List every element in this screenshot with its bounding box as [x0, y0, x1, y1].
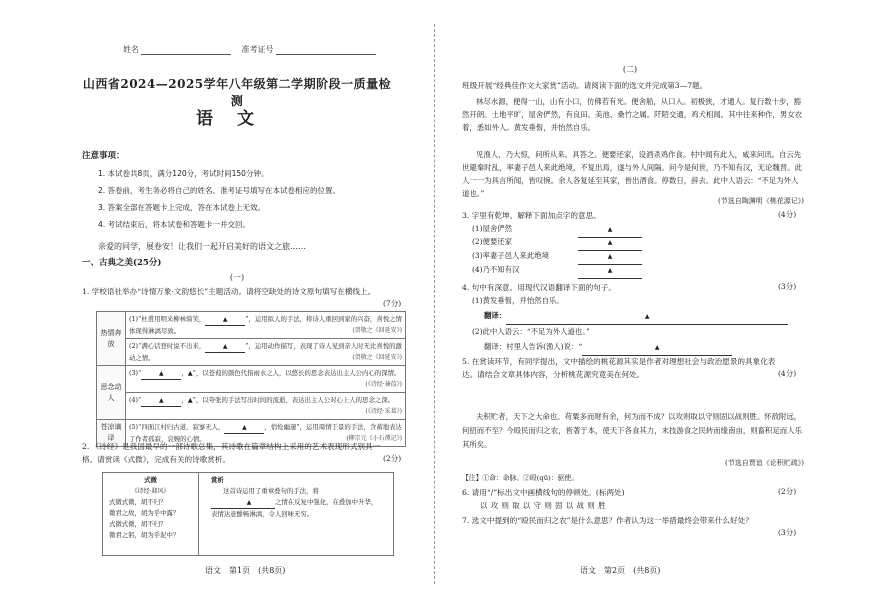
passage-paragraph: 林尽水源，便得一山，山有小口，仿佛若有光。便舍船，从口入。初极狭，才通人。复行数十步，豁然开朗。土地平旷，屋舍俨然，有良田、美池、桑竹之属。阡陌交通，鸡犬相闻。其中往来种作，男女衣着，悉如外人。黄发垂髫，并怡然自乐。: [462, 97, 802, 132]
exam-title: 山西省2024—2025学年八年级第二学期阶段一质量检测: [82, 77, 392, 108]
q3-item: (3)率妻子邑人来此绝境: [472, 251, 549, 260]
table-category: 思念动人: [97, 366, 126, 420]
appreciation-text: 这首诗运用了重章叠句的手法，将▲ 之情在反复中强化，在叠加中升华，表情达意酣畅淋漓，令人回味无穷。: [211, 487, 378, 518]
notice-item: 3. 答案全部在答题卡上完成，答在本试卷上无效。: [98, 203, 266, 212]
notice-heading: 注意事项：: [82, 151, 125, 161]
table-category: 苍凉谪译: [97, 420, 126, 447]
row-source: (《诗经·采葛》): [365, 408, 402, 415]
question-2: 2. 《诗经》是我国最早的一部诗歌总集，其诗歌在篇章结构上采用的艺术表现形式别具一格。请赏读《式微》，完成有关的诗歌赏析。: [82, 442, 381, 464]
poem-line: 微君之躬，胡为乎泥中？: [109, 531, 180, 539]
subject-title: 语文: [196, 109, 278, 129]
poem-line: 式微式微，胡不归？: [109, 498, 167, 506]
table-row: [126, 366, 406, 393]
question-1: 1. 学校语社举办“诗情万象·文韵悠长”主题活动。请将空缺处的诗文原句填写在横线上。: [82, 287, 376, 296]
row-text: (4)“: [129, 396, 142, 404]
row-text: (3)“: [129, 369, 142, 377]
row-text: ，▲”，以苍葭的颜色代指雨水之人，以悠长的思念表达出主人公内心的深情。: [181, 369, 401, 377]
row-text: (5)“四面江村归古道，寂寥无人，: [129, 423, 225, 431]
ticket-label: 准考证号: [241, 45, 274, 54]
table-row: [126, 393, 406, 420]
name-label: 姓名: [123, 45, 139, 54]
question-2-points: (2分): [383, 454, 402, 463]
notice-item: 2. 答卷前，考生务必将自己的姓名、准考证号填写在本试卷相应的位置。: [98, 186, 341, 195]
row-text: (1)“杜甫用明来柳林骑笑，: [129, 315, 206, 323]
row-text: ，▲”，以夸张的手法写出时间的流逝，表达出主人公对心上人的思念之深。: [181, 396, 395, 404]
question-5-points: (4分): [778, 369, 797, 378]
q3-item: (1)屋舍俨然: [472, 224, 513, 233]
question-3-points: (4分): [778, 210, 797, 219]
candidate-info-bar: [123, 44, 384, 55]
part-label: (二): [622, 65, 638, 74]
answer-blank[interactable]: ▲: [578, 223, 642, 238]
answer-blank[interactable]: ▲: [211, 497, 275, 509]
row-text: ，悄怆幽邃”，运用周情于景的手法，含蓄地表达了作者孤寂、哀婉的心情。: [129, 423, 402, 443]
table-category: 热情奔放: [97, 312, 126, 366]
answer-blank[interactable]: ▲: [141, 395, 181, 407]
question-5: 5. 在赏读环节，有同学提出，文中描绘的桃花源其实是作者对理想社会与政治愿景的具象化表达。请结合文章具体内容，分析桃花源究竟美在何处。: [462, 357, 776, 379]
row-text: ”，运用拟人的手法，将诗人重回到家的兴奋，喜悦之情体现得淋漓尽致。: [129, 315, 402, 335]
table-row: [126, 312, 406, 339]
answer-blank[interactable]: ▲: [578, 250, 642, 265]
page-footer: 语文 第2页 (共8页): [580, 566, 661, 575]
answer-blank[interactable]: ▲: [578, 236, 642, 251]
question-7: 7. 选文中提到的“殴民而归之农”是什么意思？作者认为这一举措最终会带来什么好处？: [462, 516, 753, 525]
ticket-field[interactable]: [276, 54, 376, 55]
answer-blank[interactable]: ▲: [205, 314, 245, 326]
poem-title: 式微: [144, 476, 157, 484]
poem-author: 《诗经·邶风》: [131, 488, 170, 495]
passage-paragraph: 见渔人，乃大惊，问所从来。具答之。便要还家，设酒杀鸡作食。村中闻有此人，咸来问讯。自云先世避秦时乱，率妻子邑人来此绝境，不复出焉，遂与外人间隔。问今是何世，乃不知有汉，无论魏晋。此人一一为具言所闻，皆叹惋。余人各复延至其家，皆出酒食。停数日，辞去。此中人语云：“不足为外人道也。”: [462, 150, 802, 198]
greeting: 亲爱的同学，展卷安！让我们一起开启美好的语文之旅……: [98, 242, 306, 251]
translation-line[interactable]: 翻译：村里人告诉(渔人)说：“ ▲: [484, 341, 804, 356]
q3-item: (2)便要还家: [472, 237, 513, 246]
question-7-points: (3分): [778, 528, 797, 537]
notice-item: 4. 考试结束后，将本试卷和答题卡一并交回。: [98, 220, 251, 229]
page-footer: 语文 第1页 (共8页): [205, 566, 286, 575]
annotation-note: 【注】①命：命脉。②殴(qū)：驱使。: [462, 474, 578, 482]
question-6: 6. 请用“/”标出文中画横线句的停顿处。(标两处): [462, 488, 625, 497]
row-source: (柳宗元《小石潭记》): [346, 435, 402, 442]
name-field[interactable]: [141, 54, 231, 55]
answer-blank[interactable]: ▲: [578, 264, 642, 279]
poem-line: 式微式微，胡不归？: [109, 520, 167, 528]
poem-panel: [103, 473, 199, 555]
row-source: (贺敬之《回延安》): [352, 327, 402, 334]
passage-citation: (节选自陶渊明《桃花源记》): [718, 197, 804, 205]
passage-b-citation: (节选自贾谊《论积贮疏》): [725, 459, 804, 467]
row-source: (《诗经·蒹葭》): [365, 381, 402, 388]
poem-line: 微君之故，胡为乎中露？: [109, 509, 180, 517]
intro-text: 班级开展“经典佳作文大家赏”活动。请阅读下面的选文并完成第3—7题。: [462, 81, 708, 90]
notice-block: [82, 148, 402, 233]
q4-item: (2)此中人语云：“不足为外人道也。”: [472, 327, 590, 336]
translation-line[interactable]: 翻译： ▲: [484, 310, 804, 325]
appreciation-panel: [203, 473, 389, 522]
table-row: [126, 339, 406, 366]
question-1-points: (7分): [383, 299, 402, 308]
row-source: (贺敬之《回延安》): [352, 354, 402, 361]
answer-blank[interactable]: ▲: [224, 422, 264, 434]
q6-sentence[interactable]: 以 攻 则 取 以 守 则 固 以 战 则 胜: [480, 501, 607, 510]
row-text: (2)“满心话登时说不出来，: [129, 342, 206, 350]
notice-item: 1. 本试卷共8页，满分120分，考试时间150分钟。: [98, 169, 269, 178]
passage-b: 夫积贮者，天下之大命也。苟粟多而财有余，何为而不成？以攻则取以守则固以战则胜。怀敌附远，何招而不至？今殴民而归之农，皆著于本，使天下各食其力，末技游食之民转而缘南亩，则畜积足而人乐其所矣。: [462, 412, 802, 449]
appreciation-title: 赏析: [211, 476, 224, 484]
q3-item: (4)乃不知有汉: [472, 265, 520, 274]
section-heading: 一、古典之美(25分): [82, 258, 162, 268]
poetry-table: [96, 311, 406, 447]
q4-item: (1)黄发垂髫，并怡然自乐。: [472, 296, 564, 305]
page-divider: [434, 24, 435, 584]
question-4-points: (3分): [778, 282, 797, 291]
part-label: (一): [229, 273, 245, 282]
question-6-points: (2分): [778, 487, 797, 496]
answer-blank[interactable]: ▲: [141, 368, 181, 380]
poem-box: [102, 472, 394, 556]
question-4: 4. 句中有深意。用现代汉语翻译下面的句子。: [462, 283, 616, 292]
row-text: ”，运用动作描写，表现了诗人见到亲人时无比喜悦的激动之情。: [129, 342, 402, 362]
question-3: 3. 字里有乾坤。解释下面加点字的意思。: [462, 211, 601, 220]
answer-blank[interactable]: ▲: [205, 341, 245, 353]
